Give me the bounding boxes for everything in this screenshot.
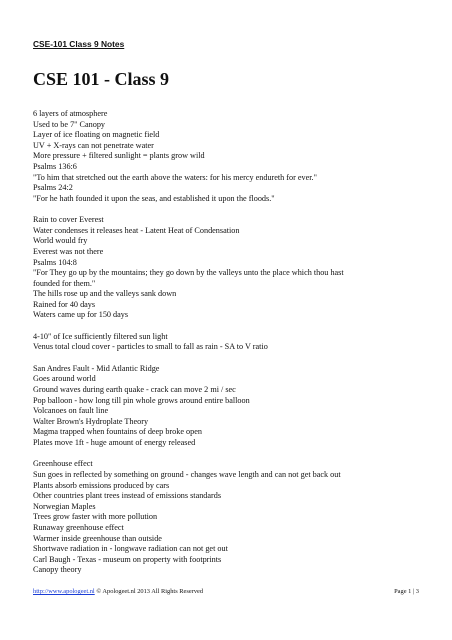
running-header-title: CSE-101 Class 9 Notes [33, 39, 125, 49]
note-line: Volcanoes on fault line [33, 406, 109, 416]
note-line: 4-10" of Ice sufficiently filtered sun light [33, 331, 168, 341]
note-line: Rain to cover Everest [33, 215, 104, 225]
note-line: Runaway greenhouse effect [33, 522, 124, 532]
note-line: The hills rose up and the valleys sank down [33, 289, 177, 299]
footer-copyright: © Apologeet.nl 2013 All Rights Reserved [94, 588, 204, 595]
note-section [33, 332, 433, 353]
note-section [33, 364, 433, 449]
note-line: World would fry [33, 236, 88, 246]
note-line: Greenhouse effect [33, 459, 93, 469]
note-line: "To him that stretched out the earth above the waters: for his mercy endureth for ever." [33, 172, 317, 182]
note-line: Waters came up for 150 days [33, 310, 129, 320]
note-line: Plants absorb emissions produced by cars [33, 480, 170, 490]
footer-page-number: Page 1 | 3 [394, 588, 419, 595]
note-section [33, 459, 433, 576]
note-line: Trees grow faster with more pollution [33, 512, 158, 522]
note-line: San Andres Fault - Mid Atlantic Ridge [33, 363, 160, 373]
note-line: Norwegian Maples [33, 501, 96, 511]
note-line: Pop balloon - how long till pin whole grows around entire balloon [33, 395, 250, 405]
note-line: Psalms 104:8 [33, 257, 77, 267]
note-line: Water condenses it releases heat - Latent Heat of Condensation [33, 225, 240, 235]
note-line: UV + X-rays can not penetrate water [33, 140, 154, 150]
note-line: founded for them." [33, 278, 96, 288]
note-line: Magma trapped when fountains of deep broke open [33, 427, 202, 437]
page-footer [33, 588, 419, 596]
note-line: Everest was not there [33, 246, 104, 256]
note-line: Sun goes in reflected by something on ground - changes wave length and can not get back out [33, 470, 341, 479]
note-line: Psalms 136:6 [33, 161, 77, 171]
note-section [33, 215, 433, 321]
note-line: Rained for 40 days [33, 299, 96, 309]
note-line: "For he hath founded it upon the seas, and established it upon the floods." [33, 193, 275, 203]
note-line: Ground waves during earth quake - crack can move 2 mi / sec [33, 385, 236, 395]
note-line: Canopy theory [33, 565, 82, 575]
footer-website-link[interactable]: http://www.apologeet.nl [33, 588, 95, 595]
note-line: Layer of ice floating on magnetic field [33, 130, 160, 140]
note-line: Used to be 7" Canopy [33, 119, 106, 129]
note-line: Other countries plant trees instead of emissions standards [33, 491, 222, 501]
note-line: Warmer inside greenhouse than outside [33, 533, 162, 543]
note-line: More pressure + filtered sunlight = plants grow wild [33, 151, 205, 161]
note-line: Plates move 1ft - huge amount of energy released [33, 438, 196, 448]
note-line: "For They go up by the mountains; they go down by the valleys unto the place which thou hast [33, 268, 344, 278]
note-line: Walter Brown's Hydroplate Theory [33, 416, 149, 426]
note-line: Shortwave radiation in - longwave radiation can not get out [33, 544, 228, 554]
note-line: Goes around world [33, 374, 96, 384]
note-line: Carl Baugh - Texas - museum on property with footprints [33, 554, 222, 564]
page-title: CSE 101 - Class 9 [33, 69, 170, 89]
note-line: Psalms 24:2 [33, 183, 73, 193]
notes-body [33, 109, 433, 587]
note-section [33, 109, 433, 204]
note-line: Venus total cloud cover - particles to small to fall as rain - SA to V ratio [33, 342, 268, 352]
note-line: 6 layers of atmosphere [33, 109, 108, 118]
